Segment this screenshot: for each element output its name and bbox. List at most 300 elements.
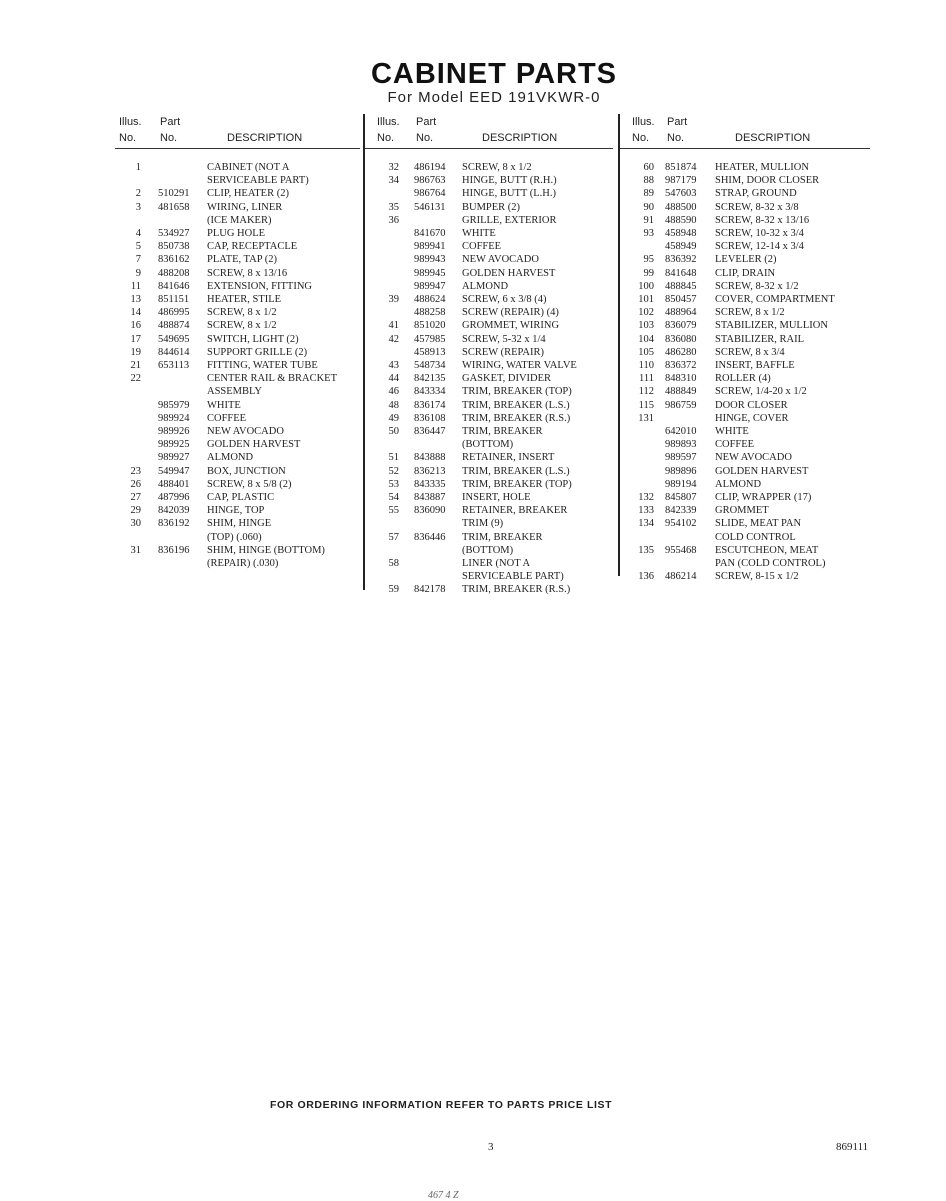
table-row — [365, 372, 613, 385]
part-number: 842135 — [414, 373, 446, 385]
illus-number: 95 — [643, 254, 654, 266]
table-row — [115, 240, 360, 253]
table-row — [620, 293, 870, 306]
part-description: HINGE, COVER — [715, 412, 789, 424]
part-description: (BOTTOM) — [462, 439, 514, 451]
illus-number: 105 — [638, 346, 654, 358]
part-number: 458948 — [665, 228, 697, 239]
illus-number: 2 — [135, 188, 141, 200]
table-row — [620, 161, 870, 174]
part-number: 989926 — [158, 426, 190, 437]
part-number: 486280 — [665, 346, 697, 358]
part-description: SWITCH, LIGHT (2) — [207, 333, 299, 345]
part-description: NEW AVOCADO — [207, 426, 284, 437]
part-number: 486214 — [665, 571, 697, 583]
part-description: HINGE, TOP — [207, 505, 265, 517]
illus-number: 133 — [638, 505, 654, 517]
header-part-no: No. — [667, 132, 685, 144]
part-description: ALMOND — [715, 478, 762, 490]
table-row — [365, 491, 613, 504]
table-row — [365, 293, 613, 306]
part-number: 989947 — [414, 280, 446, 292]
illus-number: 16 — [130, 320, 141, 332]
table-row — [115, 333, 360, 346]
document-number: 869111 — [836, 1141, 869, 1153]
part-description: INSERT, HOLE — [462, 492, 531, 503]
table-row — [365, 438, 613, 451]
part-number: 836372 — [665, 360, 697, 371]
table-row — [115, 346, 360, 359]
illus-number: 50 — [388, 426, 399, 437]
illus-number: 89 — [643, 188, 654, 200]
table-row — [115, 267, 360, 280]
table-row — [620, 187, 870, 200]
table-row — [115, 385, 360, 398]
part-description: PLUG HOLE — [207, 228, 266, 239]
part-description: GOLDEN HARVEST — [207, 439, 301, 451]
table-row — [115, 544, 360, 557]
table-row — [115, 438, 360, 451]
part-description: SCREW, 8 x 1/2 — [715, 307, 785, 319]
illus-number: 54 — [388, 492, 399, 503]
part-number: 836392 — [665, 254, 697, 266]
part-description: COFFEE — [207, 412, 247, 424]
part-number: 851020 — [414, 320, 446, 332]
table-row — [365, 517, 613, 530]
table-row — [620, 227, 870, 240]
table-row — [365, 161, 613, 174]
table-row — [620, 253, 870, 266]
part-description: SCREW, 8 x 1/2 — [207, 307, 277, 319]
table-row — [115, 214, 360, 227]
table-row — [620, 372, 870, 385]
table-row — [365, 399, 613, 412]
table-row — [620, 491, 870, 504]
part-description: BUMPER (2) — [462, 201, 521, 213]
table-row — [365, 359, 613, 372]
table-row — [115, 399, 360, 412]
part-number: 842339 — [665, 505, 697, 517]
part-description: (TOP) (.060) — [207, 531, 262, 543]
part-number: 836080 — [665, 333, 697, 345]
table-row — [620, 570, 870, 583]
part-description: TRIM, BREAKER (L.S.) — [462, 399, 570, 411]
illus-number: 11 — [130, 280, 141, 292]
illus-number: 31 — [130, 544, 141, 556]
part-number: 836079 — [665, 320, 697, 332]
part-description: CENTER RAIL & BRACKET — [207, 373, 337, 385]
part-description: ASSEMBLY — [207, 386, 262, 398]
part-description: HEATER, STILE — [207, 294, 282, 305]
part-description: SCREW, 5-32 x 1/4 — [462, 333, 546, 345]
header-description: DESCRIPTION — [482, 132, 558, 144]
table-row — [115, 517, 360, 530]
table-row — [620, 451, 870, 464]
part-number: 850457 — [665, 294, 697, 305]
table-row — [620, 359, 870, 372]
part-description: GRILLE, EXTERIOR — [462, 214, 557, 226]
table-row — [365, 504, 613, 517]
illus-number: 99 — [643, 267, 654, 279]
part-description: (BOTTOM) — [462, 544, 514, 556]
illus-number: 42 — [388, 333, 399, 345]
part-description: TRIM, BREAKER (L.S.) — [462, 465, 570, 477]
illus-number: 30 — [130, 518, 141, 530]
illus-number: 104 — [638, 333, 654, 345]
table-row — [620, 214, 870, 227]
table-row — [365, 531, 613, 544]
illus-number: 135 — [638, 544, 654, 556]
part-number: 458949 — [665, 241, 697, 253]
table-row — [115, 425, 360, 438]
header-illus: Illus. — [632, 116, 655, 128]
part-description: SCREW, 1/4-20 x 1/2 — [715, 386, 807, 398]
header-part-no: No. — [416, 132, 434, 144]
part-number: 989927 — [158, 452, 190, 464]
table-row — [620, 517, 870, 530]
illus-number: 4 — [135, 228, 141, 239]
illus-number: 23 — [130, 465, 141, 477]
header-part: Part — [160, 116, 181, 128]
table-row — [115, 280, 360, 293]
part-number: 488590 — [665, 214, 697, 226]
part-description: TRIM, BREAKER (R.S.) — [462, 584, 571, 596]
illus-number: 88 — [643, 175, 654, 187]
table-row — [115, 293, 360, 306]
part-description: TRIM, BREAKER (TOP) — [462, 386, 572, 398]
part-number: 549947 — [158, 465, 190, 477]
part-number: 986763 — [414, 175, 446, 187]
part-number: 547603 — [665, 188, 697, 200]
part-number: 534927 — [158, 228, 190, 239]
illus-number: 36 — [388, 214, 399, 226]
table-row — [620, 174, 870, 187]
table-row — [115, 451, 360, 464]
part-number: 841646 — [158, 280, 190, 292]
table-row — [620, 478, 870, 491]
part-description: INSERT, BAFFLE — [715, 360, 795, 371]
illus-number: 49 — [388, 412, 399, 424]
table-row — [115, 504, 360, 517]
illus-number: 134 — [638, 518, 654, 530]
part-description: ALMOND — [462, 280, 509, 292]
part-number: 986764 — [414, 188, 446, 200]
part-description: SERVICEABLE PART) — [207, 175, 309, 187]
table-row — [115, 174, 360, 187]
part-description: FITTING, WATER TUBE — [207, 360, 318, 371]
part-description: COLD CONTROL — [715, 531, 796, 543]
part-description: SCREW, 8-32 x 13/16 — [715, 214, 810, 226]
part-description: SCREW, 8 x 5/8 (2) — [207, 478, 292, 490]
part-number: 488401 — [158, 478, 190, 490]
table-row — [365, 544, 613, 557]
part-description: STABILIZER, RAIL — [715, 333, 804, 345]
part-number: 954102 — [665, 518, 697, 530]
table-row — [115, 187, 360, 200]
handwritten-mark: 467 4 Z — [428, 1190, 459, 1201]
part-description: WHITE — [462, 228, 496, 239]
part-description: SUPPORT GRILLE (2) — [207, 346, 308, 358]
part-description: DOOR CLOSER — [715, 399, 788, 411]
part-description: STRAP, GROUND — [715, 188, 797, 200]
part-number: 845807 — [665, 492, 697, 503]
part-description: SCREW, 8-32 x 3/8 — [715, 201, 799, 213]
part-number: 989925 — [158, 439, 190, 451]
illus-number: 112 — [638, 386, 654, 398]
part-description: GOLDEN HARVEST — [715, 465, 809, 477]
part-number: 457985 — [414, 333, 446, 345]
part-description: CLIP, HEATER (2) — [207, 188, 289, 200]
part-description: SCREW (REPAIR) — [462, 346, 544, 358]
part-number: 836162 — [158, 254, 190, 266]
part-description: GASKET, DIVIDER — [462, 373, 552, 385]
part-description: ROLLER (4) — [715, 373, 771, 385]
part-description: TRIM (9) — [462, 518, 504, 530]
illus-number: 132 — [638, 492, 654, 503]
table-row — [115, 412, 360, 425]
illus-number: 41 — [388, 320, 399, 332]
part-description: COFFEE — [715, 439, 755, 451]
table-row — [620, 557, 870, 570]
part-description: SCREW, 10-32 x 3/4 — [715, 228, 804, 239]
table-row — [620, 544, 870, 557]
illus-number: 17 — [130, 333, 141, 345]
header-no: No. — [632, 132, 650, 144]
part-description: GOLDEN HARVEST — [462, 267, 556, 279]
part-description: LINER (NOT A — [462, 558, 531, 569]
illus-number: 19 — [130, 346, 141, 358]
part-description: CLIP, WRAPPER (17) — [715, 492, 812, 503]
illus-number: 9 — [135, 267, 141, 279]
page-number: 3 — [488, 1141, 494, 1153]
illus-number: 5 — [135, 241, 141, 253]
part-description: (ICE MAKER) — [207, 214, 272, 226]
table-row — [620, 465, 870, 478]
table-row — [365, 214, 613, 227]
illus-number: 90 — [643, 201, 654, 213]
header-description: DESCRIPTION — [227, 132, 303, 144]
table-row — [365, 478, 613, 491]
part-number: 546131 — [414, 201, 446, 213]
illus-number: 29 — [130, 505, 141, 517]
illus-number: 48 — [388, 399, 399, 411]
part-description: SCREW, 8 x 13/16 — [207, 267, 288, 279]
table-row — [115, 253, 360, 266]
table-row — [620, 399, 870, 412]
table-row — [365, 306, 613, 319]
table-row — [115, 227, 360, 240]
table-row — [365, 570, 613, 583]
part-number: 549695 — [158, 333, 190, 345]
part-description: COVER, COMPARTMENT — [715, 294, 835, 305]
part-number: 836447 — [414, 426, 446, 437]
illus-number: 110 — [638, 360, 654, 371]
table-row — [115, 531, 360, 544]
table-row — [620, 333, 870, 346]
part-number: 488849 — [665, 386, 697, 398]
header-part-no: No. — [160, 132, 178, 144]
part-number: 843887 — [414, 492, 446, 503]
illus-number: 39 — [388, 294, 399, 305]
illus-number: 32 — [388, 162, 399, 173]
table-row — [365, 227, 613, 240]
part-description: SCREW, 8 x 3/4 — [715, 346, 785, 358]
part-number: 989896 — [665, 465, 697, 477]
header-rule — [115, 148, 360, 149]
part-description: SERVICEABLE PART) — [462, 571, 564, 583]
part-number: 850738 — [158, 241, 190, 253]
part-number: 851874 — [665, 162, 697, 173]
part-description: SLIDE, MEAT PAN — [715, 518, 802, 530]
part-description: (REPAIR) (.030) — [207, 558, 279, 569]
part-description: SCREW, 8 x 1/2 — [462, 162, 532, 173]
table-row — [365, 253, 613, 266]
table-row — [115, 161, 360, 174]
illus-number: 103 — [638, 320, 654, 332]
table-row — [620, 438, 870, 451]
illus-number: 1 — [135, 162, 141, 173]
part-number: 843888 — [414, 452, 446, 464]
table-row — [115, 359, 360, 372]
part-description: WHITE — [207, 399, 241, 411]
part-description: ESCUTCHEON, MEAT — [715, 544, 819, 556]
part-number: 488258 — [414, 307, 446, 319]
part-description: SHIM, HINGE — [207, 518, 272, 530]
page-title: CABINET PARTS — [370, 58, 618, 90]
part-description: TRIM, BREAKER (R.S.) — [462, 412, 571, 424]
table-row — [365, 557, 613, 570]
illus-number: 35 — [388, 201, 399, 213]
part-description: SHIM, HINGE (BOTTOM) — [207, 544, 325, 556]
part-description: WHITE — [715, 426, 749, 437]
part-number: 488500 — [665, 201, 697, 213]
part-number: 836213 — [414, 465, 446, 477]
part-number: 653113 — [158, 360, 190, 371]
table-row — [115, 201, 360, 214]
table-row — [365, 201, 613, 214]
part-description: SCREW (REPAIR) (4) — [462, 307, 559, 319]
part-number: 989597 — [665, 452, 697, 464]
part-description: EXTENSION, FITTING — [207, 280, 312, 292]
part-number: 836108 — [414, 412, 446, 424]
part-description: CAP, RECEPTACLE — [207, 241, 298, 253]
illus-number: 27 — [130, 492, 141, 503]
part-number: 486995 — [158, 307, 190, 319]
part-description: HEATER, MULLION — [715, 162, 809, 173]
part-number: 955468 — [665, 544, 697, 556]
part-description: RETAINER, BREAKER — [462, 505, 568, 517]
part-number: 488964 — [665, 307, 697, 319]
table-row — [115, 465, 360, 478]
header-description: DESCRIPTION — [735, 132, 811, 144]
part-description: WIRING, WATER VALVE — [462, 360, 577, 371]
part-description: BOX, JUNCTION — [207, 465, 286, 477]
part-number: 989941 — [414, 241, 446, 253]
part-number: 836446 — [414, 531, 446, 543]
table-row — [620, 306, 870, 319]
part-number: 836196 — [158, 544, 190, 556]
part-number: 843335 — [414, 478, 446, 490]
illus-number: 52 — [388, 465, 399, 477]
table-row — [620, 385, 870, 398]
illus-number: 46 — [388, 386, 399, 398]
table-row — [620, 504, 870, 517]
table-row — [365, 465, 613, 478]
part-number: 989194 — [665, 478, 697, 490]
part-description: SHIM, DOOR CLOSER — [715, 175, 820, 187]
part-description: HINGE, BUTT (L.H.) — [462, 188, 556, 200]
table-row — [365, 583, 613, 596]
part-description: TRIM, BREAKER (TOP) — [462, 478, 572, 490]
table-row — [115, 557, 360, 570]
illus-number: 34 — [388, 175, 399, 187]
part-description: COFFEE — [462, 241, 502, 253]
illus-number: 14 — [130, 307, 141, 319]
part-number: 841670 — [414, 228, 446, 239]
part-number: 848310 — [665, 373, 697, 385]
part-number: 989924 — [158, 412, 190, 424]
part-number: 985979 — [158, 399, 190, 411]
part-number: 487996 — [158, 492, 190, 503]
part-number: 510291 — [158, 188, 190, 200]
table-row — [365, 187, 613, 200]
table-row — [620, 240, 870, 253]
part-number: 836174 — [414, 399, 446, 411]
illus-number: 44 — [388, 373, 399, 385]
table-row — [620, 346, 870, 359]
header-illus: Illus. — [377, 116, 400, 128]
illus-number: 59 — [388, 584, 399, 596]
illus-number: 131 — [638, 412, 654, 424]
part-number: 841648 — [665, 267, 697, 279]
part-description: ALMOND — [207, 452, 254, 464]
part-description: CLIP, DRAIN — [715, 267, 776, 279]
illus-number: 57 — [388, 531, 399, 543]
table-row — [365, 451, 613, 464]
part-description: CABINET (NOT A — [207, 162, 290, 173]
illus-number: 115 — [638, 399, 654, 411]
table-row — [620, 280, 870, 293]
part-description: SCREW, 8-15 x 1/2 — [715, 571, 799, 583]
part-number: 548734 — [414, 360, 446, 371]
part-number: 642010 — [665, 426, 697, 437]
illus-number: 43 — [388, 360, 399, 371]
table-row — [620, 425, 870, 438]
table-row — [115, 478, 360, 491]
part-description: CAP, PLASTIC — [207, 492, 275, 503]
illus-number: 26 — [130, 478, 141, 490]
part-description: PLATE, TAP (2) — [207, 254, 278, 266]
part-description: NEW AVOCADO — [462, 254, 539, 266]
part-number: 989943 — [414, 254, 446, 266]
part-number: 836090 — [414, 505, 446, 517]
header-rule — [365, 148, 613, 149]
table-row — [115, 319, 360, 332]
table-row — [620, 319, 870, 332]
table-row — [620, 531, 870, 544]
illus-number: 53 — [388, 478, 399, 490]
illus-number: 22 — [130, 373, 141, 385]
illus-number: 55 — [388, 505, 399, 517]
part-description: PAN (COLD CONTROL) — [715, 558, 826, 569]
table-row — [115, 306, 360, 319]
model-subtitle: For Model EED 191VKWR-0 — [387, 89, 601, 106]
part-number: 488624 — [414, 294, 446, 305]
table-row — [365, 280, 613, 293]
illus-number: 7 — [135, 254, 141, 266]
part-number: 989893 — [665, 439, 697, 451]
table-row — [620, 412, 870, 425]
